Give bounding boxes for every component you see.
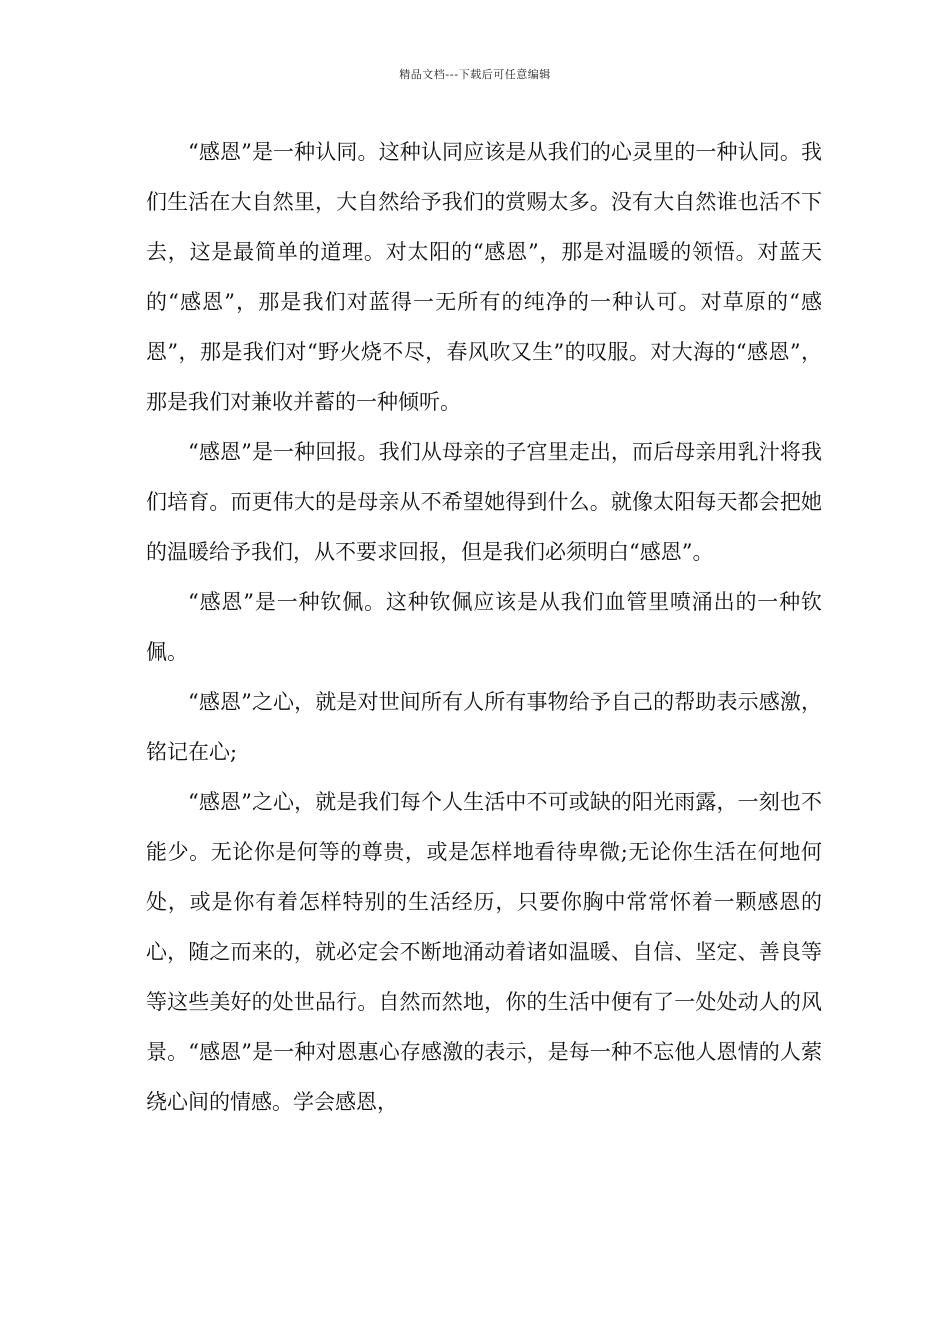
paragraph-2: “感恩”是一种回报。我们从母亲的子宫里走出，而后母亲用乳汁将我们培育。而更伟大的是母亲从不希望她得到什么。就像太阳每天都会把她的温暖给予我们，从不要求回报，但是我们必须明白“感恩”。 — [146, 440, 822, 564]
page-header: 精品文档---下载后可任意编辑 — [399, 68, 551, 81]
paragraph-1: “感恩”是一种认同。这种认同应该是从我们的心灵里的一种认同。我们生活在大自然里，大自然给予我们的赏赐太多。没有大自然谁也活不下去，这是最简单的道理。对太阳的“感恩”，那是对温暖的领悟。对蓝天的“感恩”，那是我们对蓝得一无所有的纯净的一种认可。对草原的“感恩”，那是我们对“野火烧不尽，春风吹又生”的叹服。对大海的“感恩”，那是我们对兼收并蓄的一种倾听。 — [146, 140, 822, 414]
document-body — [146, 127, 822, 1127]
paragraph-3: “感恩”是一种钦佩。这种钦佩应该是从我们血管里喷涌出的一种钦佩。 — [146, 590, 822, 664]
paragraph-5: “感恩”之心，就是我们每个人生活中不可或缺的阳光雨露，一刻也不能少。无论你是何等的尊贵，或是怎样地看待卑微;无论你生活在何地何处，或是你有着怎样特别的生活经历，只要你胸中常常怀着一颗感恩的心，随之而来的，就必定会不断地涌动着诸如温暖、自信、坚定、善良等等这些美好的处世品行。自然而然地，你的生活中便有了一处处动人的风景。“感恩”是一种对恩惠心存感激的表示，是每一种不忘他人恩情的人萦绕心间的情感。学会感恩， — [146, 790, 822, 1114]
paragraph-4: “感恩”之心，就是对世间所有人所有事物给予自己的帮助表示感激，铭记在心; — [146, 690, 822, 764]
